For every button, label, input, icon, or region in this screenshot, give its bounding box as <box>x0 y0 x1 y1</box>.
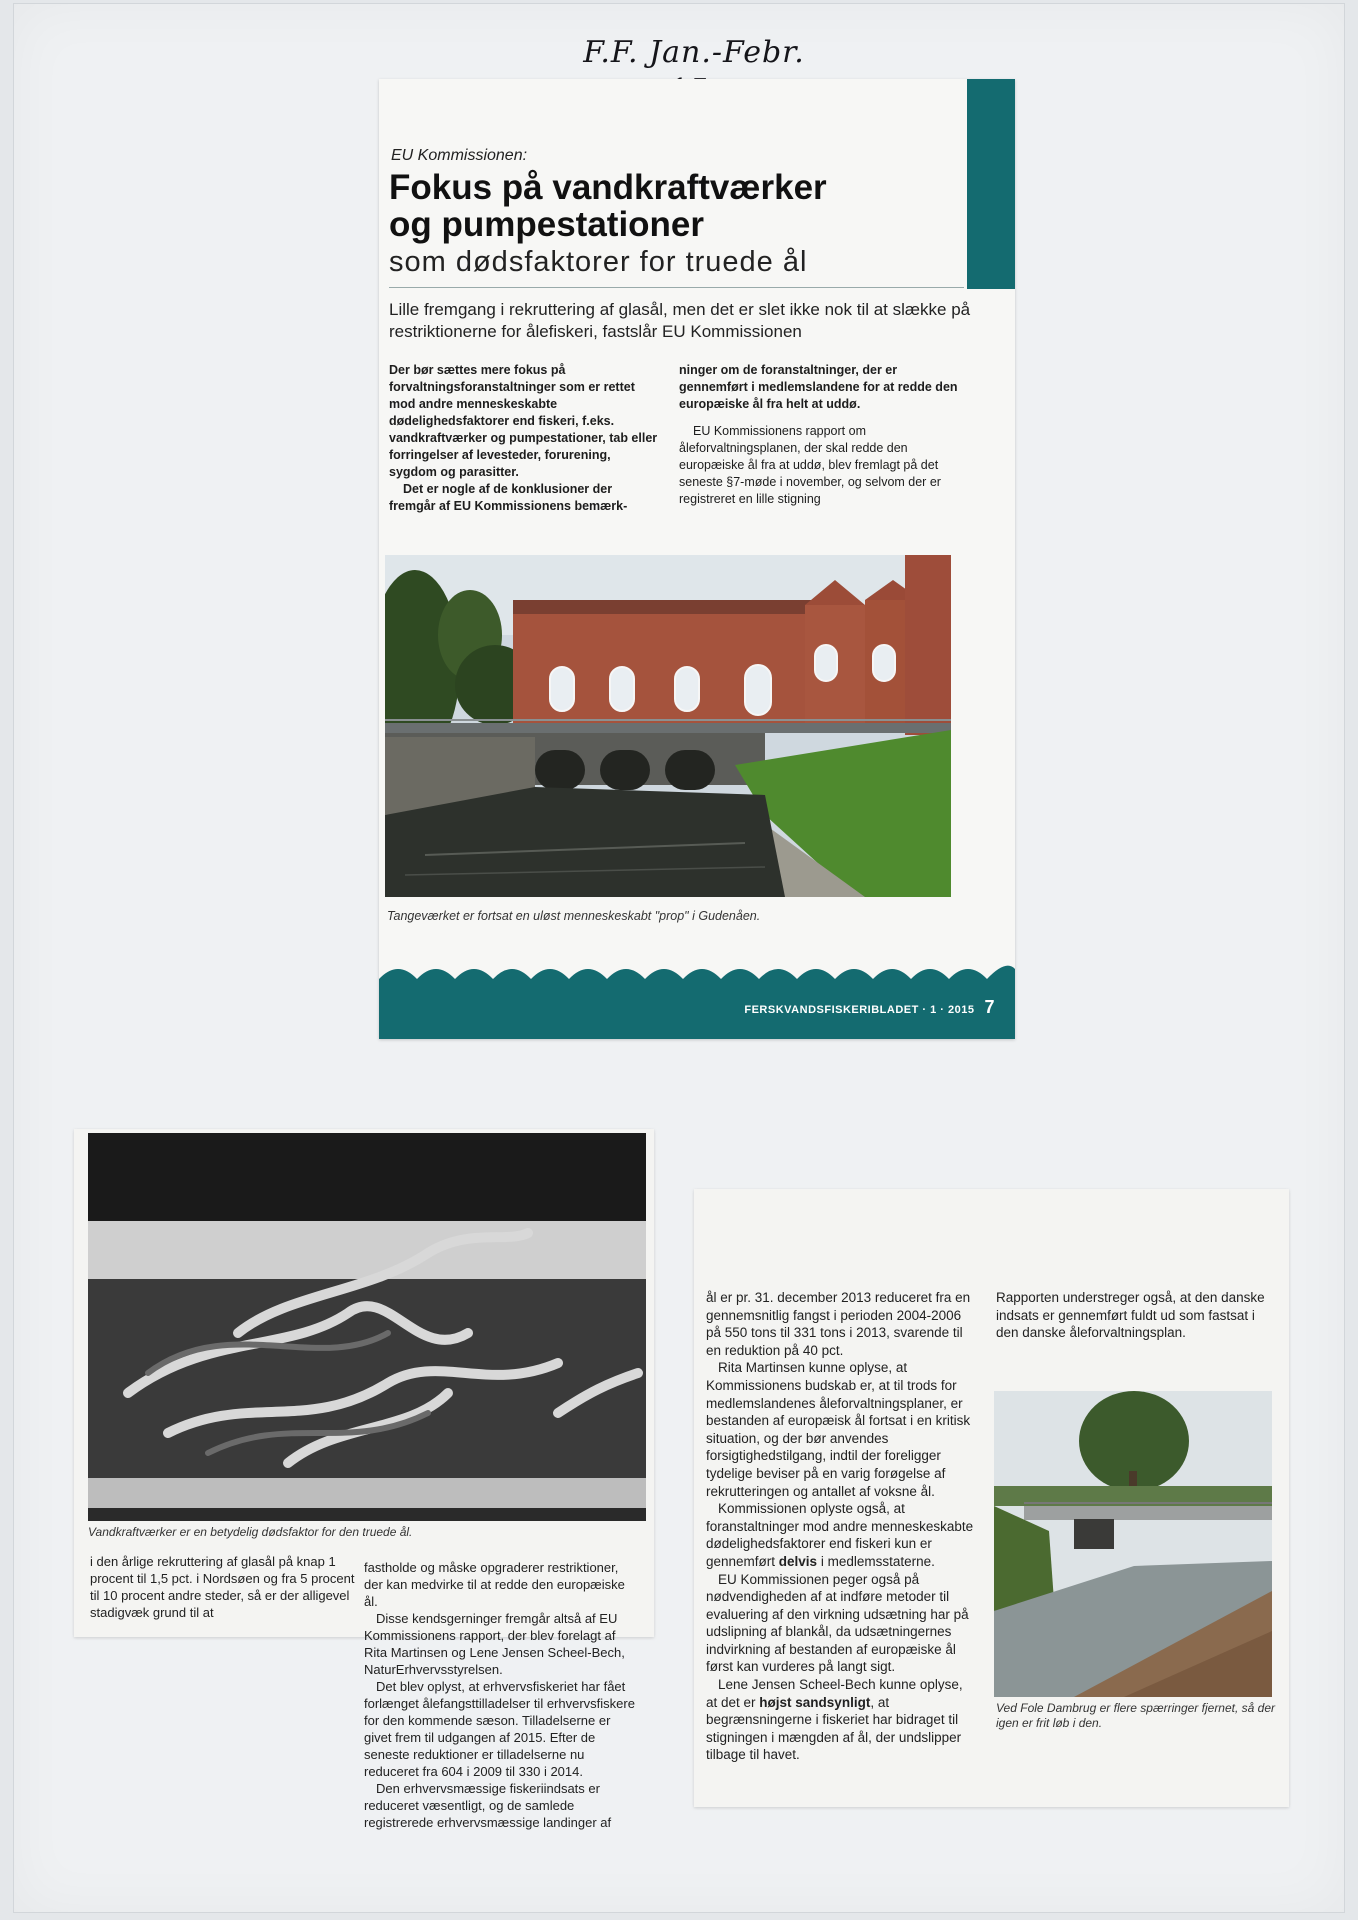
text-column-1 <box>706 1289 976 1764</box>
scrapbook-page <box>14 4 1344 1912</box>
paragraph: Rapporten understreger også, at den danske indsats er gennemført fuldt ud som fastsat i den danske åleforvaltningsplan. <box>996 1290 1265 1341</box>
paragraph: Disse kendsgerninger fremgår altså af EU Kommissionens rapport, der blev forelagt af Rita Martinsen og Lene Jensen Scheel-Bech, NaturErhvervsstyrelsen. <box>364 1611 625 1677</box>
text-run: Lene Jensen Scheel-Bech kunne oplyse, at det er <box>706 1677 963 1710</box>
article-lead: Lille fremgang i rekruttering af glasål, men det er slet ikke nok til at slække på restriktionerne for ålefiskeri, fastslår EU Kommissionen <box>389 300 971 341</box>
paragraph: fastholde og måske opgraderer restriktioner, der kan medvirke til at redde den europæiske ål. <box>364 1560 625 1609</box>
article-kicker: EU Kommissionen: <box>391 147 528 164</box>
text-column-2 <box>996 1289 1266 1342</box>
newspaper-clipping-left <box>74 1129 654 1830</box>
paragraph: Rita Martinsen kunne oplyse, at Kommissionens budskab er, at til trods for medlemslandenes åleforvaltningsplaner, er bestanden af europæisk ål fortsat i en kritisk situation, og der bør anvendes forsigtighedstilgang, indtil der foreligger tydelige beviser på en varig forøgelse af rekrutteringen og antallet af voksne ål. <box>706 1360 971 1499</box>
magazine-footer <box>744 997 995 1018</box>
paragraph: Det er nogle af de konklusioner der fremgår af EU Kommissionens bemærk- <box>389 482 628 513</box>
handwritten-note: F.F. Jan.-Febr. <box>569 34 819 112</box>
footer-magazine-name: FERSKVANDSFISKERIBLADET · 1 · 2015 <box>744 1004 975 1016</box>
paragraph: ål er pr. 31. december 2013 reduceret fra en gennemsnitlig fangst i perioden 2004-2006 på 550 tons til 331 tons i 2013, svarende til en reduktion på 40 pct. <box>706 1290 971 1358</box>
headline-line-2: og pumpestationer <box>389 205 705 244</box>
paragraph <box>706 1676 976 1764</box>
text-column-1 <box>90 1553 360 1621</box>
text-run: i medlemsstaterne. <box>820 1553 935 1569</box>
emphasis: højst sandsynligt <box>759 1694 871 1710</box>
article-subhead: som dødsfaktorer for truede ål <box>389 246 808 278</box>
power-plant-photo <box>385 555 951 897</box>
eels-photo <box>88 1133 646 1521</box>
paragraph: Den erhvervsmæssige fiskeriindsats er reduceret væsentligt, og de samlede registrerede erhvervsmæssige landinger af <box>364 1781 612 1830</box>
photo-caption: Ved Fole Dambrug er flere spærringer fjernet, så der igen er frit løb i den. <box>996 1701 1276 1730</box>
stream-bridge-photo <box>994 1391 1272 1697</box>
divider <box>389 287 964 288</box>
photo-caption: Vandkraftværker er en betydelig dødsfaktor for den truede ål. <box>88 1525 413 1539</box>
magazine-clipping <box>379 79 1015 1039</box>
text-run: Kommissionen oplyste også, at foranstaltninger mod andre menneskeskabte dødelighedsfaktorer end fiskeri kun er gennemført <box>706 1501 974 1569</box>
paragraph <box>706 1500 976 1570</box>
text-column-1 <box>389 362 659 515</box>
paragraph: EU Kommissionen peger også på nødvendigheden af at indføre metoder til evaluering af den virkning udsætning har på udslipning af blankål, da udsætningernes indvirkning af bestanden af europæiske ål først kan vurderes på langt sigt. <box>706 1571 969 1675</box>
teal-accent-bar <box>967 79 1015 289</box>
paragraph: EU Kommissionens rapport om åleforvaltningsplanen, der skal redde den europæiske ål fra at uddø, blev fremlagt på det seneste §7-møde i november, og selvom der er registreret en lille stigning <box>679 424 941 506</box>
newspaper-clipping-right <box>694 1189 1289 1807</box>
paragraph: Der bør sættes mere fokus på forvaltningsforanstaltninger som er rettet mod andre menneskeskabte dødelighedsfaktorer end fiskeri, f.eks. vandkraftværker og pumpestationer, tab eller forringelser af levesteder, forurening, sygdom og parasitter. <box>389 363 658 479</box>
paragraph: ninger om de foranstaltninger, der er gennemført i medlemslandene for at redde den europæiske ål fra helt at uddø. <box>679 363 958 411</box>
paragraph: Det blev oplyst, at erhvervsfiskeriet har fået forlænget ålefangsttilladelser til erhvervsfiskere for den kommende sæson. Tilladelserne er givet frem til udgangen af 2015. Efter de seneste reduktioner er tilladelserne nu reduceret fra 604 i 2009 til 330 i 2014. <box>364 1679 635 1779</box>
photo-caption: Tangeværket er fortsat en uløst menneskeskabt "prop" i Gudenåen. <box>387 909 761 923</box>
text-column-2 <box>364 1559 636 1831</box>
article-headline <box>389 169 949 243</box>
headline-line-1: Fokus på vandkraftværker <box>389 168 827 207</box>
emphasis: delvis <box>778 1553 818 1569</box>
paragraph: i den årlige rekruttering af glasål på knap 1 procent til 1,5 pct. i Nordsøen og fra 5 procent til 10 procent andre steder, så er der alligevel stadigvæk grund til at <box>90 1554 355 1620</box>
text-column-2 <box>679 362 969 508</box>
page-number: 7 <box>984 997 995 1017</box>
text-run: , at begrænsningerne i fiskeriet har bidraget til stigningen i mængden af ål, der undslipper tilbage til havet. <box>706 1694 962 1763</box>
